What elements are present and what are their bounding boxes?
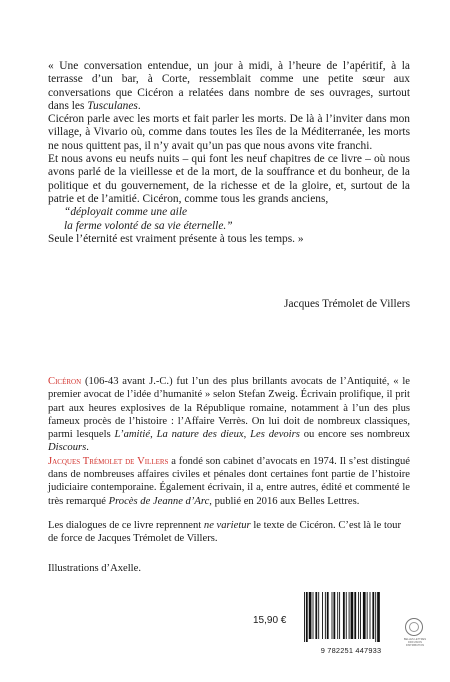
bio-ciceron-name: Cicéron	[48, 376, 82, 387]
quote-paragraph-1: « Une conversation entendue, un jour à midi, à l’heure de l’apéritif, à la terrasse d’un bar, à Corte, ressemblait comme une petite sœur aux conversations que Cicéron a relatées dans nombre de ses ouvrages, surtout dans les Tusculanes.	[48, 60, 410, 112]
signature: Jacques Trémolet de Villers	[284, 298, 410, 310]
barcode-bar	[337, 592, 338, 639]
bio-jtv: Jacques Trémolet de Villers a fondé son cabinet d’avocats en 1974. Il s’est distingué dans de nombreuses affaires civiles et pénales dont certaines font partie de l’histoire judiciaire contemporaine. Également écrivain, il a, entre autres, édité et commenté le très remarqué Procès de Jeanne d’Arc, publié en 2016 aux Belles Lettres.	[48, 455, 410, 507]
barcode-bar	[358, 592, 359, 639]
barcode-bar	[370, 592, 371, 639]
barcode-bar	[343, 592, 345, 639]
barcode-bar	[332, 592, 333, 639]
barcode-bar	[322, 592, 323, 639]
barcode-bar	[315, 592, 317, 639]
barcode-bar	[327, 592, 329, 639]
quote-paragraph-2: Cicéron parle avec les morts et fait parler les morts. De là à l’inviter dans mon village, à Vivario où, comme dans toutes les îles de la Méditerranée, les morts ne nous quittent pas, il n’y avait qu’un pas que nous avons vite franchi.	[48, 113, 410, 152]
publisher-caption: BELLES LETTRES DIFFUSION DISTRIBUTION	[403, 638, 427, 647]
barcode-bar	[313, 592, 314, 639]
barcode-bar	[309, 592, 312, 639]
quote-block	[48, 60, 410, 246]
barcode-bar	[351, 592, 354, 639]
barcode-bar	[304, 592, 305, 642]
barcode-bar	[339, 592, 340, 639]
bio-ciceron: Cicéron (106-43 avant J.-C.) fut l’un des plus brillants avocats de l’Antiquité, « le premier avocat de l’idée d’humanité » selon Stefan Zweig. Écrivain prolifique, il prit part aux heures explosives de la République romaine, notamment à l’un des plus fameux procès de l’histoire : l’Affaire Verrès. On lui doit de nombreux classiques, parmi lesquels L’amitié, La nature des dieux, Les devoirs ou encore ses nombreux Discours.	[48, 376, 411, 454]
quote-paragraph-3: Et nous avons eu neufs nuits – qui font les neuf chapitres de ce livre – où nous avons parlé de la vieillesse et de la mort, de la souffrance et du bonheur, de la politique et du gouvernement, de la richesse et de la gloire, et, surtout de la patrie et de l’amitié. Cicéron, comme tous les grands anciens,	[48, 153, 410, 205]
barcode-bar	[333, 592, 335, 639]
barcode-icon	[300, 590, 402, 644]
author-bios	[48, 375, 410, 508]
barcode-bar	[306, 592, 308, 642]
barcode-bar	[318, 592, 319, 639]
barcode-bar	[363, 592, 366, 639]
isbn: 9 782251 447933	[320, 646, 382, 655]
barcode-bar	[354, 592, 356, 639]
barcode-bar	[346, 592, 347, 639]
barcode-bar	[325, 592, 326, 639]
barcode-bar	[377, 592, 380, 642]
bio-jtv-name: Jacques Trémolet de Villers	[48, 455, 169, 467]
dialogues-note: Les dialogues de ce livre reprennent ne varietur le texte de Cicéron. C’est là le tour de force de Jacques Trémolet de Villers.	[48, 520, 402, 545]
tusculanes-title: Tusculanes	[87, 99, 138, 112]
verse-line-1: “déployait comme une aile	[64, 206, 188, 219]
barcode-bar	[367, 592, 368, 639]
price: 15,90 €	[253, 615, 287, 626]
barcode-bar	[360, 592, 361, 639]
verse-line-2: la ferme volonté de sa vie éternelle.”	[64, 219, 233, 232]
barcode-bars	[302, 592, 400, 642]
barcode-bar	[349, 592, 350, 639]
barcode-bar	[372, 592, 374, 639]
barcode-bar	[375, 592, 376, 642]
quote-closing: Seule l’éternité est vraiment présente à tous les temps. »	[48, 232, 304, 245]
publisher-logo-icon	[405, 618, 423, 636]
illustrations-credit: Illustrations d’Axelle.	[48, 563, 141, 574]
